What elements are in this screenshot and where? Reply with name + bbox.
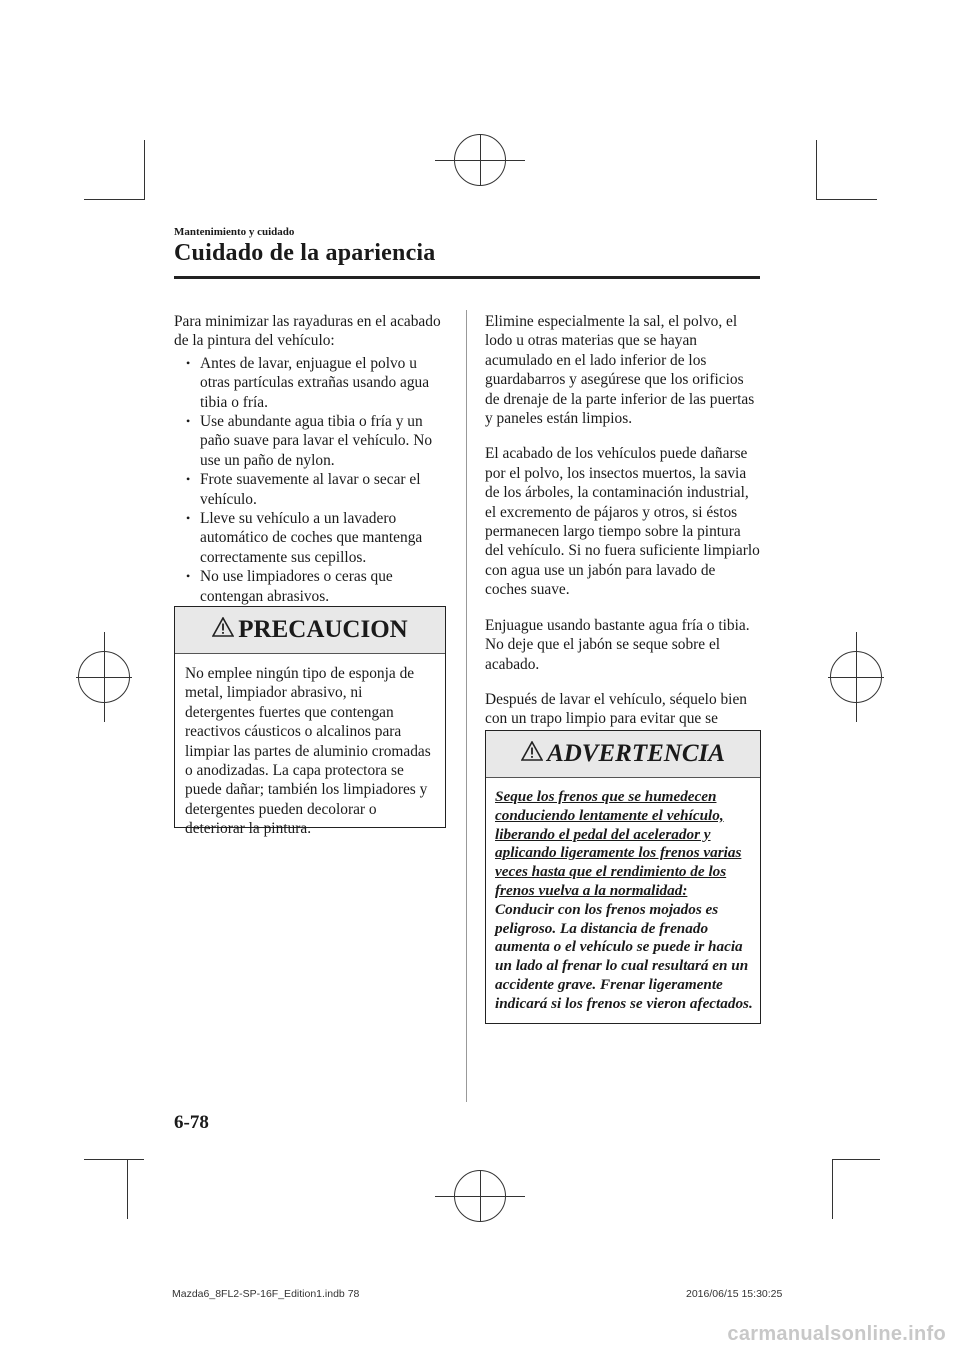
title-rule: [174, 276, 760, 279]
paragraph: Elimine especialmente la sal, el polvo, el lodo u otras materias que se hayan acumulado en el lado inferior de los guardabarros y asegúrese que los orificios de drenaje de la parte inferior de las puertas y paneles están limpios.: [485, 313, 755, 428]
page-number: 6-78: [174, 1112, 209, 1133]
warning-title: ADVERTENCIA: [547, 740, 725, 767]
paragraph: Después de lavar el vehículo, séquelo bien con un trapo limpio para evitar que se: [485, 690, 747, 728]
caution-title: PRECAUCION: [238, 616, 408, 643]
intro-paragraph: Para minimizar las rayaduras en el acabado de la pintura del vehículo:: [174, 313, 441, 350]
warning-header: [486, 731, 760, 778]
bullet-item: • Frote suavemente al lavar o secar el vehículo.: [186, 470, 450, 509]
section-label: Mantenimiento y cuidado: [174, 226, 295, 238]
caution-text: No emplee ningún tipo de esponja de metal, limpiador abrasivo, ni detergentes fuertes que contengan reactivos cáusticos o alcalinos para limpiar las partes de aluminio cromadas o anodizadas. La capa protectora se puede dañar; también los limpiadores y detergentes pueden decolorar o deteriorar la pintura.: [185, 665, 431, 838]
warning-underlined-text: Seque los frenos que se humedecen conduciendo lentamente el vehículo, liberando el pedal del acelerador y aplicando ligeramente los frenos varias veces hasta que el rendimiento de los frenos vuelva a la normalidad:: [495, 788, 742, 899]
bullet-item: • No use limpiadores o ceras que contengan abrasivos.: [186, 567, 450, 606]
caution-box: [174, 606, 446, 838]
bullet-item: • Lleve su vehículo a un lavadero automático de coches que mantenga correctamente sus cepillos.: [186, 509, 450, 567]
watermark: carmanualsonline.info: [727, 1323, 946, 1345]
warning-body: [486, 778, 760, 1014]
warning-box: [485, 730, 761, 1024]
warning-triangle-icon: [521, 734, 543, 780]
footer-filename: Mazda6_8FL2-SP-16F_Edition1.indb 78: [172, 1288, 360, 1300]
footer-timestamp: 2016/06/15 15:30:25: [686, 1288, 783, 1300]
left-column: [174, 312, 450, 606]
column-divider: [466, 310, 467, 1102]
paragraph: El acabado de los vehículos puede dañarse por el polvo, los insectos muertos, la savia de los árboles, la contaminación industrial, el excremento de pájaros y otros, si éstos permanecen largo tiempo sobre la pintura del vehículo. Si no fuera suficiente limpiarlo con agua use un jabón para lavado de coches suave.: [485, 445, 760, 599]
page-title: Cuidado de la apariencia: [174, 240, 436, 266]
paragraph: Enjuague usando bastante agua fría o tibia. No deje que el jabón se seque sobre el acabado.: [485, 616, 750, 673]
bullet-item: • Antes de lavar, enjuague el polvo u otras partículas extrañas usando agua tibia o fría.: [186, 354, 450, 412]
caution-header: [175, 607, 445, 654]
warning-text: Conducir con los frenos mojados es peligroso. La distancia de frenado aumenta o el vehículo se puede ir hacia un lado al frenar lo cual resultará en un accidente grave. Frenar ligeramente indicará si los frenos se vieron afectados.: [495, 900, 753, 1012]
warning-triangle-icon: [212, 610, 234, 656]
bullet-list: [174, 354, 450, 606]
right-column: [485, 312, 761, 748]
bullet-item: • Use abundante agua tibia o fría y un paño suave para lavar el vehículo. No use un paño de nylon.: [186, 412, 450, 470]
